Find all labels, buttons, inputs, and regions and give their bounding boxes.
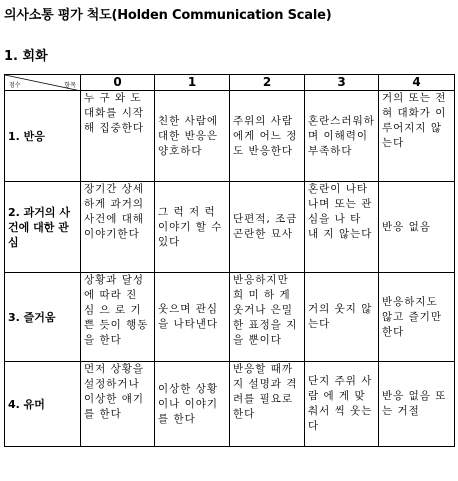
rating-table — [4, 74, 455, 447]
corner-cell — [5, 75, 81, 91]
table-row — [5, 182, 455, 273]
corner-label-left: 점수 — [9, 82, 21, 89]
score-header: 2 — [230, 75, 305, 91]
table-cell: 누 구 와 도 대화를 시작해 집중한다 — [81, 91, 155, 182]
table-cell: 단편적, 조금 곤란한 묘사 — [230, 182, 305, 273]
table-cell: 단지 주위 사 람 에 게 맞춰서 씩 웃는다 — [305, 362, 379, 447]
table-cell: 먼저 상황을 설정하거나 이상한 얘기를 한다 — [81, 362, 155, 447]
score-header: 3 — [305, 75, 379, 91]
table-cell: 반응 없음 또는 거절 — [379, 362, 455, 447]
table-cell: 반응하지도 않고 즐기만 한다 — [379, 273, 455, 362]
score-header: 4 — [379, 75, 455, 91]
header-row — [5, 75, 455, 91]
table-cell: 반응할 때까지 설명과 격려를 필요로 한다 — [230, 362, 305, 447]
table-cell: 친한 사람에 대한 반응은 양호하다 — [155, 91, 230, 182]
table-cell: 장기간 상세하게 과거의 사건에 대해 이야기한다 — [81, 182, 155, 273]
section-heading: 1. 회화 — [4, 49, 48, 64]
table-cell: 그 럭 저 럭 이야기 할 수 있다 — [155, 182, 230, 273]
score-header: 0 — [81, 75, 155, 91]
table-cell: 혼란스러워하며 이해력이 부족하다 — [305, 91, 379, 182]
table-cell: 상황과 달성에 따라 진 심 으 로 기쁜 듯이 행동을 한다 — [81, 273, 155, 362]
table-row — [5, 362, 455, 447]
score-header: 1 — [155, 75, 230, 91]
table-cell: 반응 없음 — [379, 182, 455, 273]
table-cell: 반응하지만 희 미 하 게 웃거나 은밀한 표정을 지을 뿐이다 — [230, 273, 305, 362]
row-label: 4. 유머 — [5, 362, 81, 447]
table-cell: 이상한 상황이나 이야기를 한다 — [155, 362, 230, 447]
corner-label-right: 항목 — [64, 82, 76, 89]
page-title: 의사소통 평가 척도(Holden Communication Scale) — [4, 8, 332, 23]
table-cell: 혼란이 나타나며 또는 관심을 나 타 내 지 않는다 — [305, 182, 379, 273]
row-label: 1. 반응 — [5, 91, 81, 182]
table-cell: 거의 또는 전혀 대화가 이루어지지 않는다 — [379, 91, 455, 182]
row-label: 3. 즐거움 — [5, 273, 81, 362]
table-cell: 웃으며 관심을 나타낸다 — [155, 273, 230, 362]
table-cell: 주위의 사람에게 어느 정도 반응한다 — [230, 91, 305, 182]
table-cell: 거의 웃지 않는다 — [305, 273, 379, 362]
row-label: 2. 과거의 사건에 대한 관심 — [5, 182, 81, 273]
table-row — [5, 273, 455, 362]
table-row — [5, 91, 455, 182]
